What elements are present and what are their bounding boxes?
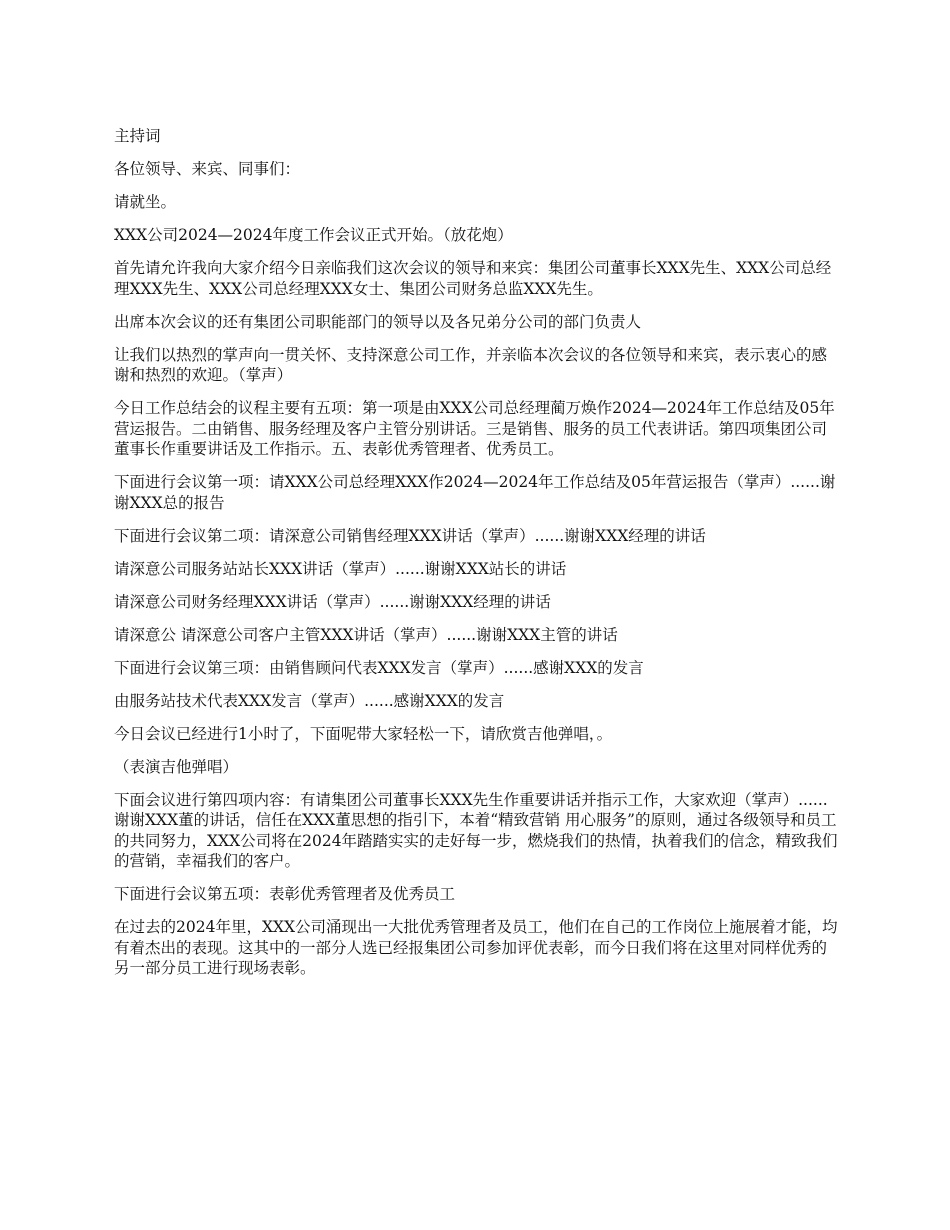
paragraph: （表演吉他弹唱） [114, 757, 239, 776]
paragraph: 请深意公司财务经理XXX讲话（掌声）......谢谢XXX经理的讲话 [114, 592, 551, 611]
paragraph: XXX公司2024—2024年度工作会议正式开始。（放花炮） [114, 226, 513, 244]
paragraph: 首先请允许我向大家介绍今日亲临我们这次会议的领导和来宾：集团公司董事长XXX先生、XXX公司总经理XXX先生、XXX公司总经理XXX女士、集团公司财务总监XXX先生。 [114, 259, 832, 298]
paragraph: 在过去的2024年里，XXX公司涌现出一大批优秀管理者及员工，他们在自己的工作岗位上施展着才能，均有着杰出的表现。这其中的一部分人选已经报集团公司参加评优表彰，而今日我们将在这里对同样优秀的另一部分员工进行现场表彰。 [114, 918, 838, 977]
document-body [114, 126, 840, 991]
paragraph: 下面进行会议第三项：由销售顾问代表XXX发言（掌声）......感谢XXX的发言 [114, 658, 644, 677]
agenda-paragraph: 今日工作总结会的议程主要有五项：第一项是由XXX公司总经理蔺万焕作2024—2024年工作总结及05年营运报告。二由销售、服务经理及客户主管分别讲话。三是销售、服务的员工代表讲话。第四项集团公司董事长作重要讲话及工作指示。五、表彰优秀管理者、优秀员工。 [114, 399, 835, 458]
paragraph: 下面进行会议第五项：表彰优秀管理者及优秀员工 [114, 885, 456, 903]
paragraph: 下面进行会议第一项：请XXX公司总经理XXX作2024—2024年工作总结及05年营运报告（掌声）......谢谢XXX总的报告 [114, 473, 836, 512]
paragraph: 请深意公 请深意公司客户主管XXX讲话（掌声）......谢谢XXX主管的讲话 [114, 625, 618, 644]
paragraph: 让我们以热烈的掌声向一贯关怀、支持深意公司工作，并亲临本次会议的各位领导和来宾，表示衷心的感谢和热烈的欢迎。（掌声） [114, 345, 828, 384]
paragraph: 下面进行会议第二项：请深意公司销售经理XXX讲话（掌声）......谢谢XXX经理的讲话 [114, 526, 706, 545]
paragraph: 今日会议已经进行1小时了，下面呢带大家轻松一下，请欣赏吉他弹唱，。 [114, 724, 613, 743]
paragraph: 出席本次会议的还有集团公司职能部门的领导以及各兄弟分公司的部门负责人 [114, 312, 642, 331]
paragraph: 下面会议进行第四项内容：有请集团公司董事长XXX先生作重要讲话并指示工作，大家欢迎（掌声）......谢谢XXX董的讲话，信任在XXX董思想的指引下，本着“精致营销 用心服务”的原则，通过各级领导和员工的共同努力，XXX公司将在2024年踏踏实实的走好每一步，燃烧我们的热情，执着我们的信念，精致我们的营销，幸福我们的客户。 [114, 790, 838, 870]
document-title: 主持词 [114, 127, 161, 145]
greeting-paragraph: 各位领导、来宾、同事们： [114, 160, 301, 178]
paragraph: 由服务站技术代表XXX发言（掌声）......感谢XXX的发言 [114, 691, 505, 710]
paragraph: 请就坐。 [114, 193, 177, 211]
paragraph: 请深意公司服务站站长XXX讲话（掌声）......谢谢XXX站长的讲话 [114, 559, 567, 578]
